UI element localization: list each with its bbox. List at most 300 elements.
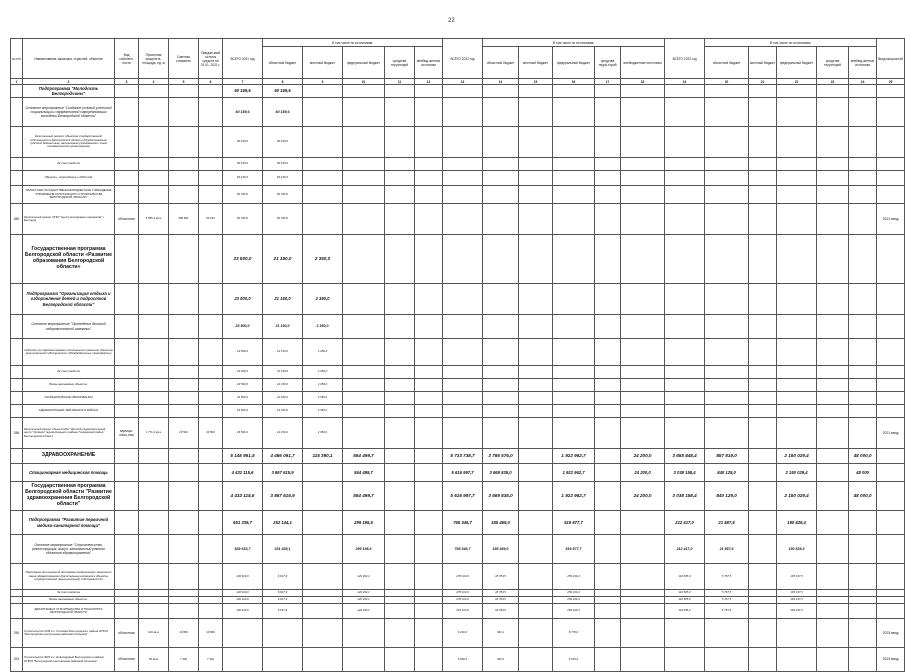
value-cell <box>595 405 621 418</box>
value-cell: 2 350,0 <box>303 315 343 339</box>
value-cell <box>385 235 415 284</box>
value-cell <box>343 392 385 405</box>
commissioning-cell <box>877 511 905 535</box>
value-cell <box>519 405 553 418</box>
value-cell <box>749 127 777 158</box>
value-cell <box>595 98 621 127</box>
value-cell: 13 869 <box>199 619 223 648</box>
value-cell <box>817 379 849 392</box>
value-cell <box>749 171 777 186</box>
object-name-cell: Строительство ОСВ в с. Головино Белгородского района ОГБУЗ "Белгородская центральная районная больница" <box>23 619 115 648</box>
value-cell: 278 013,9 <box>443 564 483 590</box>
value-cell <box>139 366 169 379</box>
page-number: 22 <box>448 18 455 24</box>
value-cell <box>665 379 705 392</box>
value-cell <box>553 98 595 127</box>
value-cell <box>705 366 749 379</box>
value-cell: 3 669 835,0 <box>483 464 519 482</box>
value-cell <box>705 158 749 171</box>
value-cell <box>385 597 415 604</box>
value-cell: 23 500,0 <box>223 284 263 315</box>
value-cell <box>385 366 415 379</box>
value-cell <box>665 158 705 171</box>
value-cell: 126 910,0 <box>223 590 263 597</box>
value-cell <box>553 379 595 392</box>
value-cell: 5 767,5 <box>705 564 749 590</box>
commissioning-cell <box>877 464 905 482</box>
value-cell: 48 000 <box>849 464 877 482</box>
value-cell <box>621 186 665 204</box>
value-cell: 60 159,6 <box>223 127 263 158</box>
value-cell: 23 500,0 <box>223 405 263 418</box>
commissioning-cell <box>877 315 905 339</box>
value-cell <box>777 619 817 648</box>
value-cell <box>169 604 199 619</box>
value-cell <box>415 418 443 449</box>
column-index-cell: 8 <box>263 79 303 85</box>
value-cell <box>519 98 553 127</box>
object-name-cell: Основное мероприятие "Создание условий успешной социализации и эффективной самореализации молодежи Белгородской области" <box>23 98 115 127</box>
value-cell <box>595 418 621 449</box>
value-cell <box>749 284 777 315</box>
value-cell: 18 784,5 <box>483 564 519 590</box>
value-cell: 24 200,0 <box>621 464 665 482</box>
value-cell <box>385 590 415 597</box>
value-cell <box>595 339 621 366</box>
ownership-cell <box>115 158 139 171</box>
value-cell <box>817 315 849 339</box>
value-cell <box>749 366 777 379</box>
value-cell <box>595 315 621 339</box>
value-cell <box>777 235 817 284</box>
value-cell <box>443 127 483 158</box>
object-name-cell: За счет кредита <box>23 366 115 379</box>
value-cell: 60 159,6 <box>263 204 303 235</box>
value-cell <box>595 127 621 158</box>
table-row <box>11 604 905 619</box>
value-cell: 23 500,0 <box>223 366 263 379</box>
value-cell <box>139 405 169 418</box>
value-cell <box>849 392 877 405</box>
value-cell <box>483 158 519 171</box>
value-cell: 259 249,4 <box>553 590 595 597</box>
value-cell <box>817 339 849 366</box>
value-cell <box>705 315 749 339</box>
value-cell <box>483 284 519 315</box>
value-cell: 126 910,0 <box>223 597 263 604</box>
column-index-cell: 15 <box>519 79 553 85</box>
value-cell: 1 771,2 кв.м <box>139 418 169 449</box>
value-cell <box>777 204 817 235</box>
object-name-cell: Основное мероприятие "Строительство, реконструкция, выкуп, капитальный ремонт объектов здравоохранения" <box>23 535 115 564</box>
value-cell <box>415 619 443 648</box>
value-cell: 6 617,9 <box>263 604 303 619</box>
value-cell: 5 767,5 <box>705 590 749 597</box>
value-cell <box>665 648 705 672</box>
value-cell: 289 861 <box>169 204 199 235</box>
table-row <box>11 418 905 449</box>
ownership-cell: областная <box>115 648 139 672</box>
value-cell <box>343 418 385 449</box>
commissioning-cell <box>877 171 905 186</box>
table-row <box>11 464 905 482</box>
value-cell: 110 565,0 <box>665 597 705 604</box>
ownership-cell <box>115 535 139 564</box>
value-cell: 48 000,0 <box>849 449 877 464</box>
ownership-cell <box>115 449 139 464</box>
value-cell <box>385 392 415 405</box>
table-row <box>11 235 905 284</box>
value-cell <box>519 127 553 158</box>
value-cell <box>749 392 777 405</box>
col-header-name: Наименование заказчика, отраслей, объектов <box>23 39 115 79</box>
value-cell: 462,1 <box>483 619 519 648</box>
value-cell <box>385 648 415 672</box>
value-cell <box>139 564 169 590</box>
ownership-cell: областная <box>115 204 139 235</box>
value-cell <box>849 235 877 284</box>
row-number-cell: 286 <box>11 418 23 449</box>
value-cell <box>621 648 665 672</box>
value-cell: 2 150 029,4 <box>777 482 817 511</box>
value-cell <box>849 379 877 392</box>
table-row <box>11 619 905 648</box>
value-cell <box>749 339 777 366</box>
value-cell <box>621 511 665 535</box>
value-cell <box>665 171 705 186</box>
col-header-local-2022: местный бюджет <box>519 47 553 79</box>
table-row <box>11 284 905 315</box>
value-cell <box>483 204 519 235</box>
ownership-cell: областная <box>115 619 139 648</box>
ownership-cell <box>115 315 139 339</box>
value-cell: 23 500,0 <box>223 392 263 405</box>
value-cell <box>621 564 665 590</box>
ownership-cell <box>115 597 139 604</box>
value-cell <box>849 127 877 158</box>
value-cell: 21 150,0 <box>263 392 303 405</box>
value-cell <box>139 482 169 511</box>
value-cell <box>519 315 553 339</box>
commissioning-cell <box>877 392 905 405</box>
value-cell: 18 784,5 <box>483 597 519 604</box>
col-header-federal-2021: федеральный бюджет <box>343 47 385 79</box>
value-cell <box>343 619 385 648</box>
table-row <box>11 98 905 127</box>
row-number-cell <box>11 564 23 590</box>
value-cell <box>519 392 553 405</box>
value-cell <box>139 590 169 597</box>
value-cell: 60 159,6 <box>263 98 303 127</box>
value-cell <box>553 405 595 418</box>
ownership-cell <box>115 392 139 405</box>
value-cell <box>849 597 877 604</box>
row-number-cell <box>11 535 23 564</box>
value-cell <box>415 392 443 405</box>
value-cell <box>849 535 877 564</box>
value-cell <box>443 98 483 127</box>
column-index-cell: 6 <box>199 79 223 85</box>
value-cell: 551 339,7 <box>223 511 263 535</box>
value-cell <box>595 648 621 672</box>
value-cell <box>749 405 777 418</box>
group-header-2023: В том числе по источникам: <box>705 39 877 47</box>
object-name-cell: Подпрограмма "Организация отдыха и оздоровления детей и подростков Белгородской области" <box>23 284 115 315</box>
value-cell <box>199 392 223 405</box>
value-cell <box>483 366 519 379</box>
column-index-cell: 22 <box>777 79 817 85</box>
value-cell <box>519 366 553 379</box>
value-cell: 3 038 158,4 <box>665 482 705 511</box>
row-number-cell: 291 <box>11 648 23 672</box>
value-cell <box>483 186 519 204</box>
value-cell: 23 500 <box>199 418 223 449</box>
value-cell <box>849 418 877 449</box>
value-cell <box>303 619 343 648</box>
value-cell: 23 500,0 <box>223 339 263 366</box>
column-index-cell: 23 <box>817 79 849 85</box>
col-header-offbudget-2022: внебюджетные источники <box>621 47 665 79</box>
value-cell <box>595 186 621 204</box>
value-cell <box>705 204 749 235</box>
value-cell <box>343 405 385 418</box>
value-cell <box>303 186 343 204</box>
value-cell <box>817 564 849 590</box>
value-cell <box>139 98 169 127</box>
value-cell: 23 500,0 <box>223 379 263 392</box>
value-cell <box>199 464 223 482</box>
value-cell <box>303 98 343 127</box>
value-cell <box>595 235 621 284</box>
value-cell: 110 565,0 <box>665 564 705 590</box>
value-cell <box>665 204 705 235</box>
value-cell: 5 733 738,7 <box>443 449 483 464</box>
value-cell <box>169 315 199 339</box>
table-row <box>11 186 905 204</box>
row-number-cell <box>11 379 23 392</box>
value-cell <box>749 590 777 597</box>
value-cell <box>343 315 385 339</box>
column-index-cell: 11 <box>385 79 415 85</box>
value-cell <box>519 235 553 284</box>
value-cell <box>483 85 519 98</box>
value-cell: 60 159,6 <box>223 204 263 235</box>
value-cell <box>665 619 705 648</box>
value-cell <box>303 482 343 511</box>
value-cell <box>749 158 777 171</box>
value-cell: 140 кв.м <box>139 619 169 648</box>
value-cell <box>849 158 877 171</box>
value-cell: 105 197,5 <box>777 604 817 619</box>
row-number-cell: 290 <box>11 619 23 648</box>
value-cell <box>849 590 877 597</box>
value-cell: 5 616 997,7 <box>443 464 483 482</box>
value-cell <box>665 186 705 204</box>
ownership-cell <box>115 464 139 482</box>
value-cell <box>169 590 199 597</box>
value-cell <box>817 98 849 127</box>
value-cell <box>415 284 443 315</box>
value-cell <box>817 590 849 597</box>
value-cell <box>199 158 223 171</box>
ownership-cell <box>115 482 139 511</box>
value-cell <box>223 619 263 648</box>
value-cell <box>199 98 223 127</box>
table-row <box>11 449 905 464</box>
row-number-cell <box>11 186 23 204</box>
investment-table <box>10 38 905 672</box>
value-cell <box>415 590 443 597</box>
table-row <box>11 405 905 418</box>
value-cell: 21 587,6 <box>705 511 749 535</box>
value-cell <box>595 284 621 315</box>
value-cell <box>595 482 621 511</box>
value-cell <box>415 464 443 482</box>
value-cell <box>705 379 749 392</box>
value-cell: 840 129,0 <box>705 482 749 511</box>
value-cell <box>343 235 385 284</box>
value-cell <box>817 449 849 464</box>
value-cell <box>621 590 665 597</box>
col-header-local-2021: местный бюджет <box>303 47 343 79</box>
col-header-federal-2022: федеральный бюджет <box>553 47 595 79</box>
value-cell <box>415 235 443 284</box>
value-cell: 299 195,6 <box>343 535 385 564</box>
column-index-cell: 10 <box>343 79 385 85</box>
row-number-cell <box>11 158 23 171</box>
value-cell <box>415 339 443 366</box>
value-cell <box>777 127 817 158</box>
value-cell <box>519 535 553 564</box>
value-cell <box>705 284 749 315</box>
value-cell <box>705 619 749 648</box>
commissioning-cell <box>877 482 905 511</box>
value-cell: 3 867 615,9 <box>263 464 303 482</box>
value-cell <box>849 171 877 186</box>
value-cell <box>849 85 877 98</box>
value-cell: 126 910,0 <box>223 604 263 619</box>
value-cell <box>415 171 443 186</box>
value-cell <box>749 235 777 284</box>
value-cell <box>139 535 169 564</box>
value-cell: 21 150,0 <box>263 339 303 366</box>
value-cell <box>777 158 817 171</box>
value-cell <box>621 366 665 379</box>
value-cell <box>385 379 415 392</box>
value-cell: 4 466 061,7 <box>263 449 303 464</box>
value-cell: 105 197,5 <box>777 590 817 597</box>
value-cell: 21 150,0 <box>263 405 303 418</box>
row-number-cell <box>11 511 23 535</box>
commissioning-cell <box>877 564 905 590</box>
value-cell <box>621 204 665 235</box>
value-cell <box>749 98 777 127</box>
value-cell: 6 617,9 <box>263 597 303 604</box>
value-cell: 105 197,5 <box>777 597 817 604</box>
value-cell <box>343 204 385 235</box>
row-number-cell <box>11 315 23 339</box>
table-row <box>11 392 905 405</box>
commissioning-cell <box>877 85 905 98</box>
value-cell <box>817 85 849 98</box>
value-cell: 18 784,5 <box>483 590 519 597</box>
value-cell <box>777 171 817 186</box>
value-cell <box>553 85 595 98</box>
value-cell <box>303 204 343 235</box>
value-cell <box>553 366 595 379</box>
col-header-territories-2021: средства территорий <box>385 47 415 79</box>
value-cell: 21 150,0 <box>263 315 303 339</box>
object-name-cell: За счет кредита <box>23 590 115 597</box>
table-row <box>11 379 905 392</box>
ownership-cell <box>115 127 139 158</box>
value-cell <box>199 366 223 379</box>
value-cell <box>415 535 443 564</box>
col-header-ownership: Вид собствен-ности <box>115 39 139 79</box>
row-number-cell <box>11 98 23 127</box>
value-cell <box>553 171 595 186</box>
value-cell <box>519 464 553 482</box>
object-name-cell: Государственная программа Белгородской области «Развитие образования Белгородской области» <box>23 235 115 284</box>
value-cell <box>385 204 415 235</box>
value-cell: 857 819,0 <box>705 449 749 464</box>
value-cell <box>169 85 199 98</box>
object-name-cell: Капитальный ремонт объектов государственной собственности Белгородской области (Предоставление субсидий бюджетным, автономным учреждениям и иным некоммерческим организациям) <box>23 127 115 158</box>
object-name-cell: Государственная программа Белгородской области "Развитие здравоохранения Белгородской области" <box>23 482 115 511</box>
value-cell <box>443 379 483 392</box>
value-cell: 21 150,0 <box>263 235 303 284</box>
column-index-cell: 1 <box>11 79 23 85</box>
value-cell: 21 150,0 <box>263 366 303 379</box>
column-index-cell: 14 <box>483 79 519 85</box>
value-cell <box>483 235 519 284</box>
value-cell <box>303 464 343 482</box>
value-cell: 2 150 029,4 <box>777 464 817 482</box>
value-cell <box>595 171 621 186</box>
value-cell <box>415 315 443 339</box>
value-cell <box>705 418 749 449</box>
value-cell <box>705 98 749 127</box>
value-cell: 105 197,5 <box>777 564 817 590</box>
value-cell <box>519 284 553 315</box>
commissioning-cell <box>877 379 905 392</box>
value-cell <box>415 379 443 392</box>
value-cell <box>849 648 877 672</box>
value-cell: 2 350,0 <box>303 405 343 418</box>
object-name-cell: Основное мероприятие "Проведение детской оздоровительной кампании" <box>23 315 115 339</box>
object-name-cell: Объекты, переходящие с 2020 года <box>23 171 115 186</box>
value-cell <box>519 186 553 204</box>
value-cell <box>443 158 483 171</box>
value-cell <box>139 597 169 604</box>
value-cell <box>415 604 443 619</box>
commissioning-cell <box>877 284 905 315</box>
value-cell <box>777 392 817 405</box>
commissioning-cell <box>877 597 905 604</box>
value-cell: 6 617,9 <box>263 590 303 597</box>
value-cell: 5 616 997,7 <box>443 482 483 511</box>
value-cell: 120 292,1 <box>343 604 385 619</box>
value-cell <box>385 85 415 98</box>
column-index-cell: 24 <box>849 79 877 85</box>
value-cell <box>777 85 817 98</box>
value-cell: 259 249,4 <box>553 564 595 590</box>
value-cell <box>595 85 621 98</box>
value-cell: 539 633,7 <box>223 535 263 564</box>
value-cell <box>415 127 443 158</box>
value-cell <box>705 127 749 158</box>
value-cell: 60 159,6 <box>223 85 263 98</box>
